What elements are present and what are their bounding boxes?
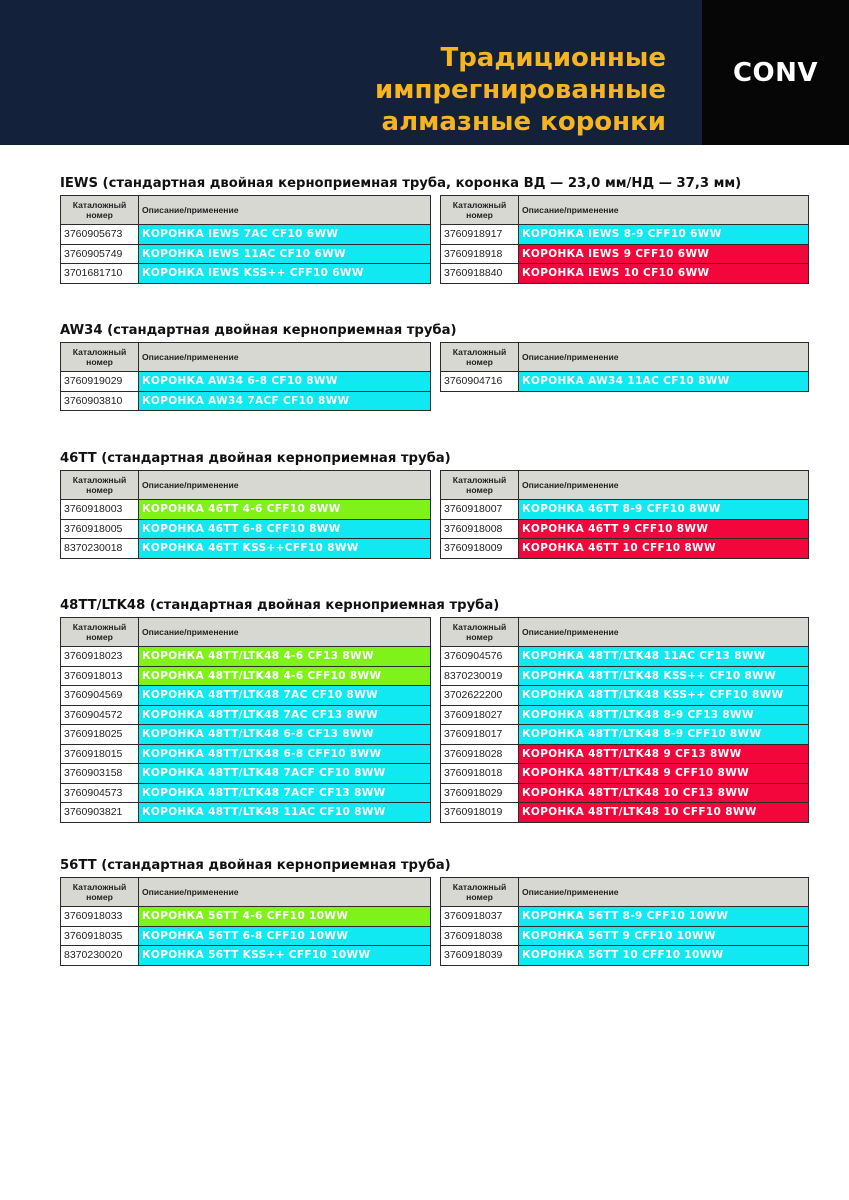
table-row — [61, 647, 431, 667]
table-row — [441, 725, 809, 745]
table-row — [441, 764, 809, 784]
product-description: КОРОНКА AW34 11AC CF10 8WW — [519, 372, 809, 392]
category-badge — [702, 0, 849, 145]
column-header-description: Описание/применение — [519, 618, 809, 647]
product-description: КОРОНКА 56TT 9 CFF10 10WW — [519, 926, 809, 946]
parts-table-right — [440, 342, 809, 392]
section-title: 48TT/LTK48 (стандартная двойная керноприемная труба) — [60, 598, 500, 613]
product-description: КОРОНКА 56TT 6-8 CFF10 10WW — [139, 926, 431, 946]
column-header-description: Описание/применение — [139, 618, 431, 647]
section-title: AW34 (стандартная двойная керноприемная труба) — [60, 323, 457, 338]
parts-table-left — [60, 195, 431, 284]
catalog-number: 3760904716 — [441, 372, 519, 392]
catalog-number: 3760918033 — [61, 907, 139, 927]
catalog-number: 3760918025 — [61, 725, 139, 745]
product-description: КОРОНКА 46TT 6-8 CFF10 8WW — [139, 519, 431, 539]
product-description: КОРОНКА IEWS KSS++ CFF10 6WW — [139, 264, 431, 284]
column-header-catalog: Каталожный номер — [61, 196, 139, 225]
table-header-row — [441, 196, 809, 225]
parts-table-left — [60, 617, 431, 823]
product-description: КОРОНКА 48TT/LTK48 8-9 CF13 8WW — [519, 705, 809, 725]
column-header-catalog: Каталожный номер — [61, 878, 139, 907]
table-row — [441, 539, 809, 559]
catalog-number: 3760918009 — [441, 539, 519, 559]
table-row — [61, 372, 431, 392]
catalog-number: 3760918015 — [61, 744, 139, 764]
table-row — [441, 705, 809, 725]
catalog-number: 3701681710 — [61, 264, 139, 284]
table-row — [441, 666, 809, 686]
table-row — [441, 907, 809, 927]
table-row — [441, 372, 809, 392]
product-description: КОРОНКА 46TT 10 CFF10 8WW — [519, 539, 809, 559]
catalog-number: 3760918029 — [441, 783, 519, 803]
product-description: КОРОНКА 48TT/LTK48 9 CF13 8WW — [519, 744, 809, 764]
product-description: КОРОНКА 48TT/LTK48 6-8 CFF10 8WW — [139, 744, 431, 764]
table-header-row — [61, 196, 431, 225]
table-row — [61, 705, 431, 725]
parts-table-right — [440, 195, 809, 284]
catalog-number: 3760918008 — [441, 519, 519, 539]
column-header-catalog: Каталожный номер — [61, 343, 139, 372]
section-title: 56TT (стандартная двойная керноприемная труба) — [60, 858, 451, 873]
catalog-number: 3760903821 — [61, 803, 139, 823]
section-title: 46TT (стандартная двойная керноприемная труба) — [60, 451, 451, 466]
column-header-description: Описание/применение — [519, 343, 809, 372]
table-header-row — [61, 471, 431, 500]
product-description: КОРОНКА 48TT/LTK48 9 CFF10 8WW — [519, 764, 809, 784]
product-description: КОРОНКА 46TT 8-9 CFF10 8WW — [519, 500, 809, 520]
catalog-number: 3760918013 — [61, 666, 139, 686]
product-description: КОРОНКА 48TT/LTK48 7ACF CF10 8WW — [139, 764, 431, 784]
catalog-number: 3760918003 — [61, 500, 139, 520]
product-description: КОРОНКА IEWS 7AC CF10 6WW — [139, 225, 431, 245]
catalog-number: 3760905673 — [61, 225, 139, 245]
catalog-number: 3760918023 — [61, 647, 139, 667]
column-header-catalog: Каталожный номер — [61, 471, 139, 500]
product-description: КОРОНКА 48TT/LTK48 4-6 CF13 8WW — [139, 647, 431, 667]
column-header-description: Описание/применение — [139, 471, 431, 500]
title-line-1: Традиционные импрегнированные — [375, 43, 666, 105]
catalog-number: 3760904576 — [441, 647, 519, 667]
product-description: КОРОНКА 48TT/LTK48 4-6 CFF10 8WW — [139, 666, 431, 686]
table-row — [441, 519, 809, 539]
product-description: КОРОНКА 46TT KSS++CFF10 8WW — [139, 539, 431, 559]
product-description: КОРОНКА 46TT 4-6 CFF10 8WW — [139, 500, 431, 520]
product-description: КОРОНКА 48TT/LTK48 7AC CF10 8WW — [139, 686, 431, 706]
table-row — [61, 907, 431, 927]
parts-table-left — [60, 470, 431, 559]
product-description: КОРОНКА 46TT 9 CFF10 8WW — [519, 519, 809, 539]
parts-table-left — [60, 877, 431, 966]
catalog-number: 3760905749 — [61, 244, 139, 264]
catalog-number: 3760918027 — [441, 705, 519, 725]
table-row — [61, 391, 431, 411]
table-row — [441, 686, 809, 706]
catalog-number: 3760918840 — [441, 264, 519, 284]
catalog-number: 8370230020 — [61, 946, 139, 966]
product-description: КОРОНКА AW34 7ACF CF10 8WW — [139, 391, 431, 411]
product-description: КОРОНКА 48TT/LTK48 11AC CF10 8WW — [139, 803, 431, 823]
table-row — [61, 926, 431, 946]
table-row — [61, 519, 431, 539]
column-header-description: Описание/применение — [519, 196, 809, 225]
table-header-row — [61, 618, 431, 647]
category-badge-label: CONV — [732, 57, 819, 88]
catalog-number: 3760919029 — [61, 372, 139, 392]
catalog-number: 3760904573 — [61, 783, 139, 803]
table-row — [61, 744, 431, 764]
catalog-number: 3760903810 — [61, 391, 139, 411]
catalog-number: 3760918917 — [441, 225, 519, 245]
product-description: КОРОНКА IEWS 8-9 CFF10 6WW — [519, 225, 809, 245]
column-header-description: Описание/применение — [519, 471, 809, 500]
table-header-row — [441, 878, 809, 907]
catalog-number: 3760918018 — [441, 764, 519, 784]
column-header-catalog: Каталожный номер — [441, 878, 519, 907]
product-description: КОРОНКА IEWS 10 CF10 6WW — [519, 264, 809, 284]
product-description: КОРОНКА 48TT/LTK48 10 CFF10 8WW — [519, 803, 809, 823]
table-row — [61, 244, 431, 264]
table-row — [61, 539, 431, 559]
table-row — [61, 666, 431, 686]
table-row — [61, 725, 431, 745]
catalog-number: 3760903158 — [61, 764, 139, 784]
table-row — [441, 744, 809, 764]
product-description: КОРОНКА 48TT/LTK48 7ACF CF13 8WW — [139, 783, 431, 803]
parts-table-right — [440, 877, 809, 966]
product-description: КОРОНКА 48TT/LTK48 11AC CF13 8WW — [519, 647, 809, 667]
table-row — [441, 225, 809, 245]
column-header-description: Описание/применение — [139, 196, 431, 225]
table-row — [441, 647, 809, 667]
table-row — [441, 946, 809, 966]
catalog-number: 3760918005 — [61, 519, 139, 539]
table-row — [441, 244, 809, 264]
product-description: КОРОНКА IEWS 9 CFF10 6WW — [519, 244, 809, 264]
page-title — [150, 42, 666, 138]
title-line-2: алмазные коронки — [381, 107, 666, 137]
table-row — [61, 783, 431, 803]
table-row — [61, 500, 431, 520]
table-header-row — [441, 618, 809, 647]
product-description: КОРОНКА 56TT KSS++ CFF10 10WW — [139, 946, 431, 966]
catalog-number: 3760904572 — [61, 705, 139, 725]
table-header-row — [441, 343, 809, 372]
table-row — [61, 764, 431, 784]
table-row — [61, 686, 431, 706]
catalog-number: 3760918038 — [441, 926, 519, 946]
parts-table-left — [60, 342, 431, 411]
product-description: КОРОНКА 48TT/LTK48 6-8 CF13 8WW — [139, 725, 431, 745]
product-description: КОРОНКА 48TT/LTK48 10 CF13 8WW — [519, 783, 809, 803]
catalog-number: 3760918019 — [441, 803, 519, 823]
column-header-description: Описание/применение — [139, 343, 431, 372]
product-description: КОРОНКА 48TT/LTK48 KSS++ CF10 8WW — [519, 666, 809, 686]
product-description: КОРОНКА 48TT/LTK48 7AC CF13 8WW — [139, 705, 431, 725]
table-row — [61, 803, 431, 823]
table-row — [441, 926, 809, 946]
table-row — [441, 264, 809, 284]
product-description: КОРОНКА 48TT/LTK48 8-9 CFF10 8WW — [519, 725, 809, 745]
catalog-number: 3702622200 — [441, 686, 519, 706]
column-header-catalog: Каталожный номер — [441, 196, 519, 225]
table-header-row — [441, 471, 809, 500]
column-header-catalog: Каталожный номер — [441, 471, 519, 500]
section-title: IEWS (стандартная двойная керноприемная труба, коронка ВД — 23,0 мм/НД — 37,3 мм) — [60, 176, 742, 191]
catalog-number: 3760904569 — [61, 686, 139, 706]
column-header-description: Описание/применение — [519, 878, 809, 907]
column-header-catalog: Каталожный номер — [61, 618, 139, 647]
product-description: КОРОНКА 48TT/LTK48 KSS++ CFF10 8WW — [519, 686, 809, 706]
product-description: КОРОНКА 56TT 10 CFF10 10WW — [519, 946, 809, 966]
table-header-row — [61, 343, 431, 372]
catalog-number: 3760918028 — [441, 744, 519, 764]
table-row — [441, 803, 809, 823]
product-description: КОРОНКА 56TT 8-9 CFF10 10WW — [519, 907, 809, 927]
parts-table-right — [440, 470, 809, 559]
product-description: КОРОНКА 56TT 4-6 CFF10 10WW — [139, 907, 431, 927]
parts-table-right — [440, 617, 809, 823]
table-row — [441, 500, 809, 520]
table-row — [441, 783, 809, 803]
product-description: КОРОНКА IEWS 11AC CF10 6WW — [139, 244, 431, 264]
column-header-catalog: Каталожный номер — [441, 618, 519, 647]
column-header-catalog: Каталожный номер — [441, 343, 519, 372]
table-row — [61, 225, 431, 245]
catalog-number: 3760918039 — [441, 946, 519, 966]
catalog-number: 3760918035 — [61, 926, 139, 946]
catalog-number: 3760918037 — [441, 907, 519, 927]
table-row — [61, 946, 431, 966]
table-row — [61, 264, 431, 284]
product-description: КОРОНКА AW34 6-8 CF10 8WW — [139, 372, 431, 392]
catalog-number: 3760918017 — [441, 725, 519, 745]
table-header-row — [61, 878, 431, 907]
column-header-description: Описание/применение — [139, 878, 431, 907]
catalog-number: 3760918918 — [441, 244, 519, 264]
catalog-number: 3760918007 — [441, 500, 519, 520]
catalog-number: 8370230018 — [61, 539, 139, 559]
catalog-number: 8370230019 — [441, 666, 519, 686]
